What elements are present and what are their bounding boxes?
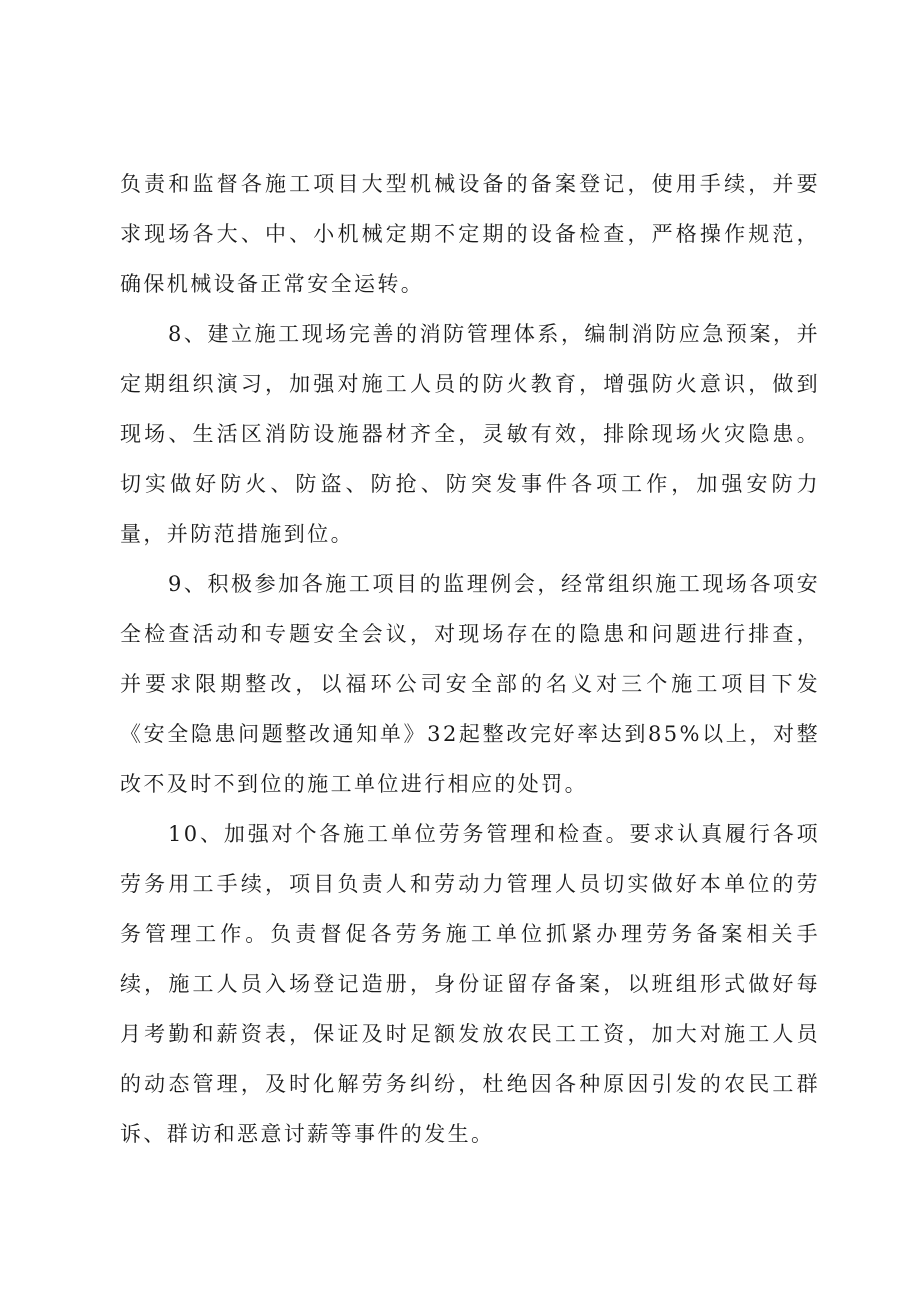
document-body bbox=[120, 159, 820, 1159]
paragraph-item-10: 10、加强对个各施工单位劳务管理和检查。要求认真履行各项劳务用工手续，项目负责人和劳动力管理人员切实做好本单位的劳务管理工作。负责督促各劳务施工单位抓紧办理劳务备案相关手续，施工人员入场登记造册，身份证留存备案，以班组形式做好每月考勤和薪资表，保证及时足额发放农民工工资，加大对施工人员的动态管理，及时化解劳务纠纷，杜绝因各种原因引发的农民工群诉、群访和恶意讨薪等事件的发生。 bbox=[120, 822, 820, 1146]
paragraph-continued: 负责和监督各施工项目大型机械设备的备案登记，使用手续，并要求现场各大、中、小机械定期不定期的设备检查，严格操作规范，确保机械设备正常安全运转。 bbox=[120, 172, 820, 296]
paragraph-item-8: 8、建立施工现场完善的消防管理体系，编制消防应急预案，并定期组织演习，加强对施工人员的防火教育，增强防火意识，做到现场、生活区消防设施器材齐全，灵敏有效，排除现场火灾隐患。切实做好防火、防盗、防抢、防突发事件各项工作，加强安防力量，并防范措施到位。 bbox=[120, 322, 820, 546]
paragraph-item-9: 9、积极参加各施工项目的监理例会，经常组织施工现场各项安全检查活动和专题安全会议，对现场存在的隐患和问题进行排查，并要求限期整改，以福环公司安全部的名义对三个施工项目下发《安全隐患问题整改通知单》32起整改完好率达到85%以上，对整改不及时不到位的施工单位进行相应的处罚。 bbox=[120, 572, 820, 796]
